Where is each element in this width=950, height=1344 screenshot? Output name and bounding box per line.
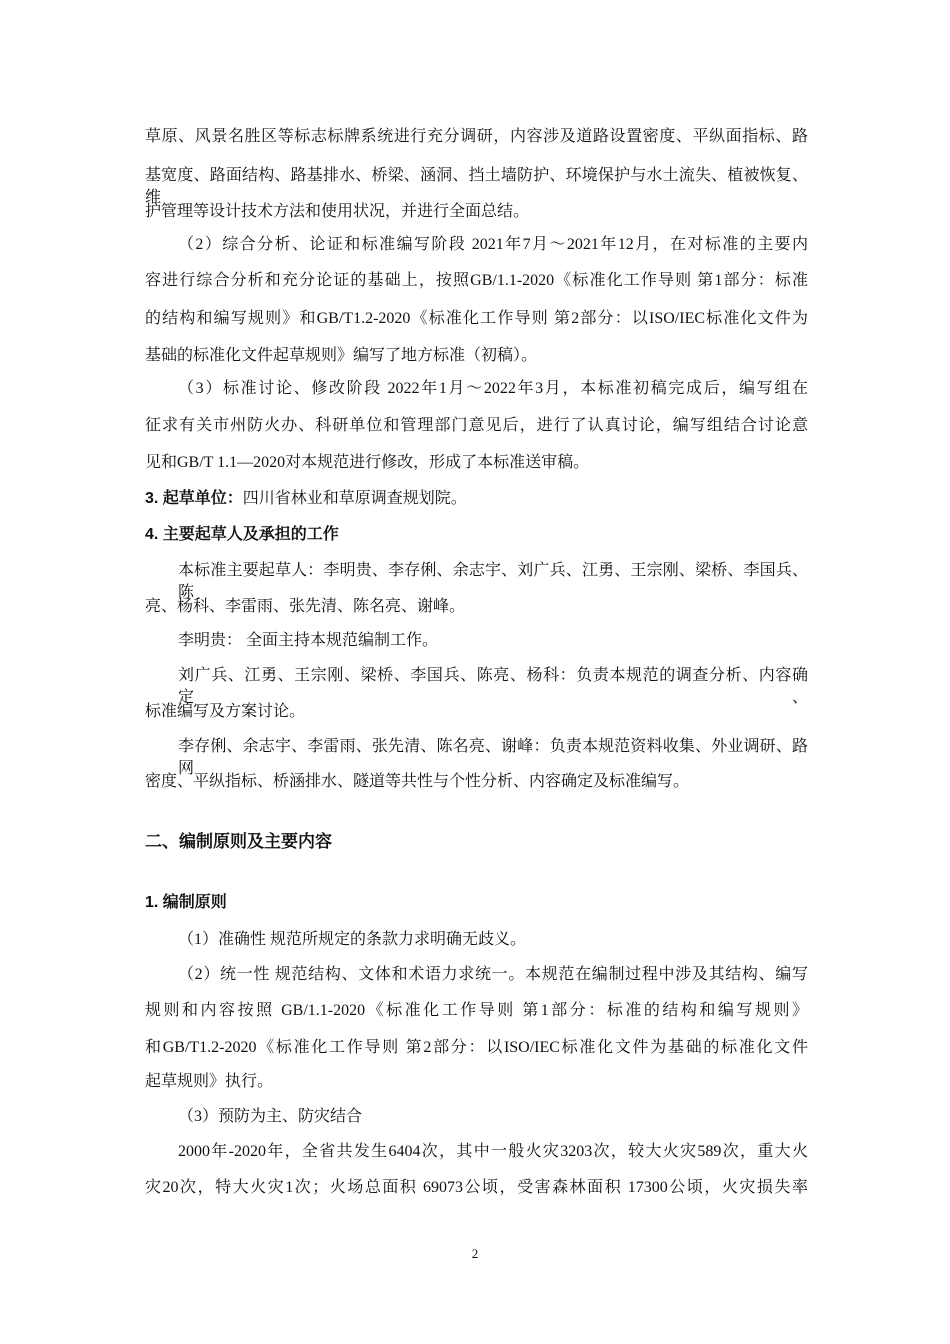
paragraph-line: （1）准确性 规范所规定的条款力求明确无歧义。 [178,931,527,948]
paragraph-line: 李存俐、余志宇、李雷雨、张先清、陈名亮、谢峰：负责本规范资料收集、外业调研、路网 [178,738,808,777]
section-heading: 4. 主要起草人及承担的工作 [145,526,339,543]
paragraph-line: 密度、平纵指标、桥涵排水、隧道等共性与个性分析、内容确定及标准编写。 [145,773,690,790]
paragraph-line: （2）统一性 规范结构、文体和术语力求统一。本规范在编制过程中涉及其结构、编写 [178,966,808,983]
paragraph-line: 刘广兵、江勇、王宗刚、梁桥、李国兵、陈亮、杨科：负责本规范的调查分析、内容确定、 [178,667,808,706]
paragraph-line: 草原、风景名胜区等标志标牌系统进行充分调研，内容涉及道路设置密度、平纵面指标、路 [145,128,808,145]
section-heading: 1. 编制原则 [145,894,227,911]
paragraph-line: 规则和内容按照 GB/1.1-2020《标准化工作导则 第1部分：标准的结构和编写规则》 [145,1002,808,1019]
paragraph-line: 的结构和编写规则》和GB/T1.2-2020《标准化工作导则 第2部分：以ISO/IEC标准化文件为 [145,310,808,327]
section-heading: 3. 起草单位： [145,490,243,507]
paragraph-line: 征求有关市州防火办、科研单位和管理部门意见后，进行了认真讨论，编写组结合讨论意 [145,417,808,434]
paragraph-line: （3）标准讨论、修改阶段 2022年1月～2022年3月，本标准初稿完成后，编写组在 [178,380,808,397]
paragraph-line: （2）综合分析、论证和标准编写阶段 2021年7月～2021年12月，在对标准的主要内 [178,236,808,253]
paragraph-line: 本标准主要起草人：李明贵、李存俐、余志宇、刘广兵、江勇、王宗刚、梁桥、李国兵、陈 [178,562,808,601]
paragraph-line: 基宽度、路面结构、路基排水、桥梁、涵洞、挡土墙防护、环境保护与水土流失、植被恢复、维 [145,167,808,206]
paragraph-line: （3）预防为主、防灾结合 [178,1108,363,1125]
paragraph-line: 基础的标准化文件起草规则》编写了地方标准（初稿）。 [145,347,538,364]
paragraph-line: 起草规则》执行。 [145,1073,274,1090]
chapter-heading: 二、编制原则及主要内容 [145,832,332,851]
paragraph-line: 见和GB/T 1.1—2020对本规范进行修改，形成了本标准送审稿。 [145,454,590,471]
page-number: 2 [471,1246,479,1261]
paragraph-line: 容进行综合分析和充分论证的基础上，按照GB/1.1-2020《标准化工作导则 第1部分：标准 [145,272,808,289]
drafting-unit-line [145,488,808,510]
paragraph-line: 标准编写及方案讨论。 [145,703,306,720]
paragraph-line: 灾20次，特大火灾1次；火场总面积 69073公顷，受害森林面积 17300公顷，火灾损失率 [145,1179,808,1196]
paragraph-line: 2000年-2020年，全省共发生6404次，其中一般火灾3203次，较大火灾589次，重大火 [178,1143,808,1160]
paragraph-line: 护管理等设计技术方法和使用状况，并进行全面总结。 [145,203,530,220]
drafting-unit-value: 四川省林业和草原调查规划院。 [242,490,467,507]
paragraph-line: 李明贵： 全面主持本规范编制工作。 [178,632,439,649]
paragraph-line: 和GB/T1.2-2020《标准化工作导则 第2部分：以ISO/IEC标准化文件为基础的标准化文件 [145,1039,808,1056]
paragraph-line: 亮、杨科、李雷雨、张先清、陈名亮、谢峰。 [145,598,466,615]
